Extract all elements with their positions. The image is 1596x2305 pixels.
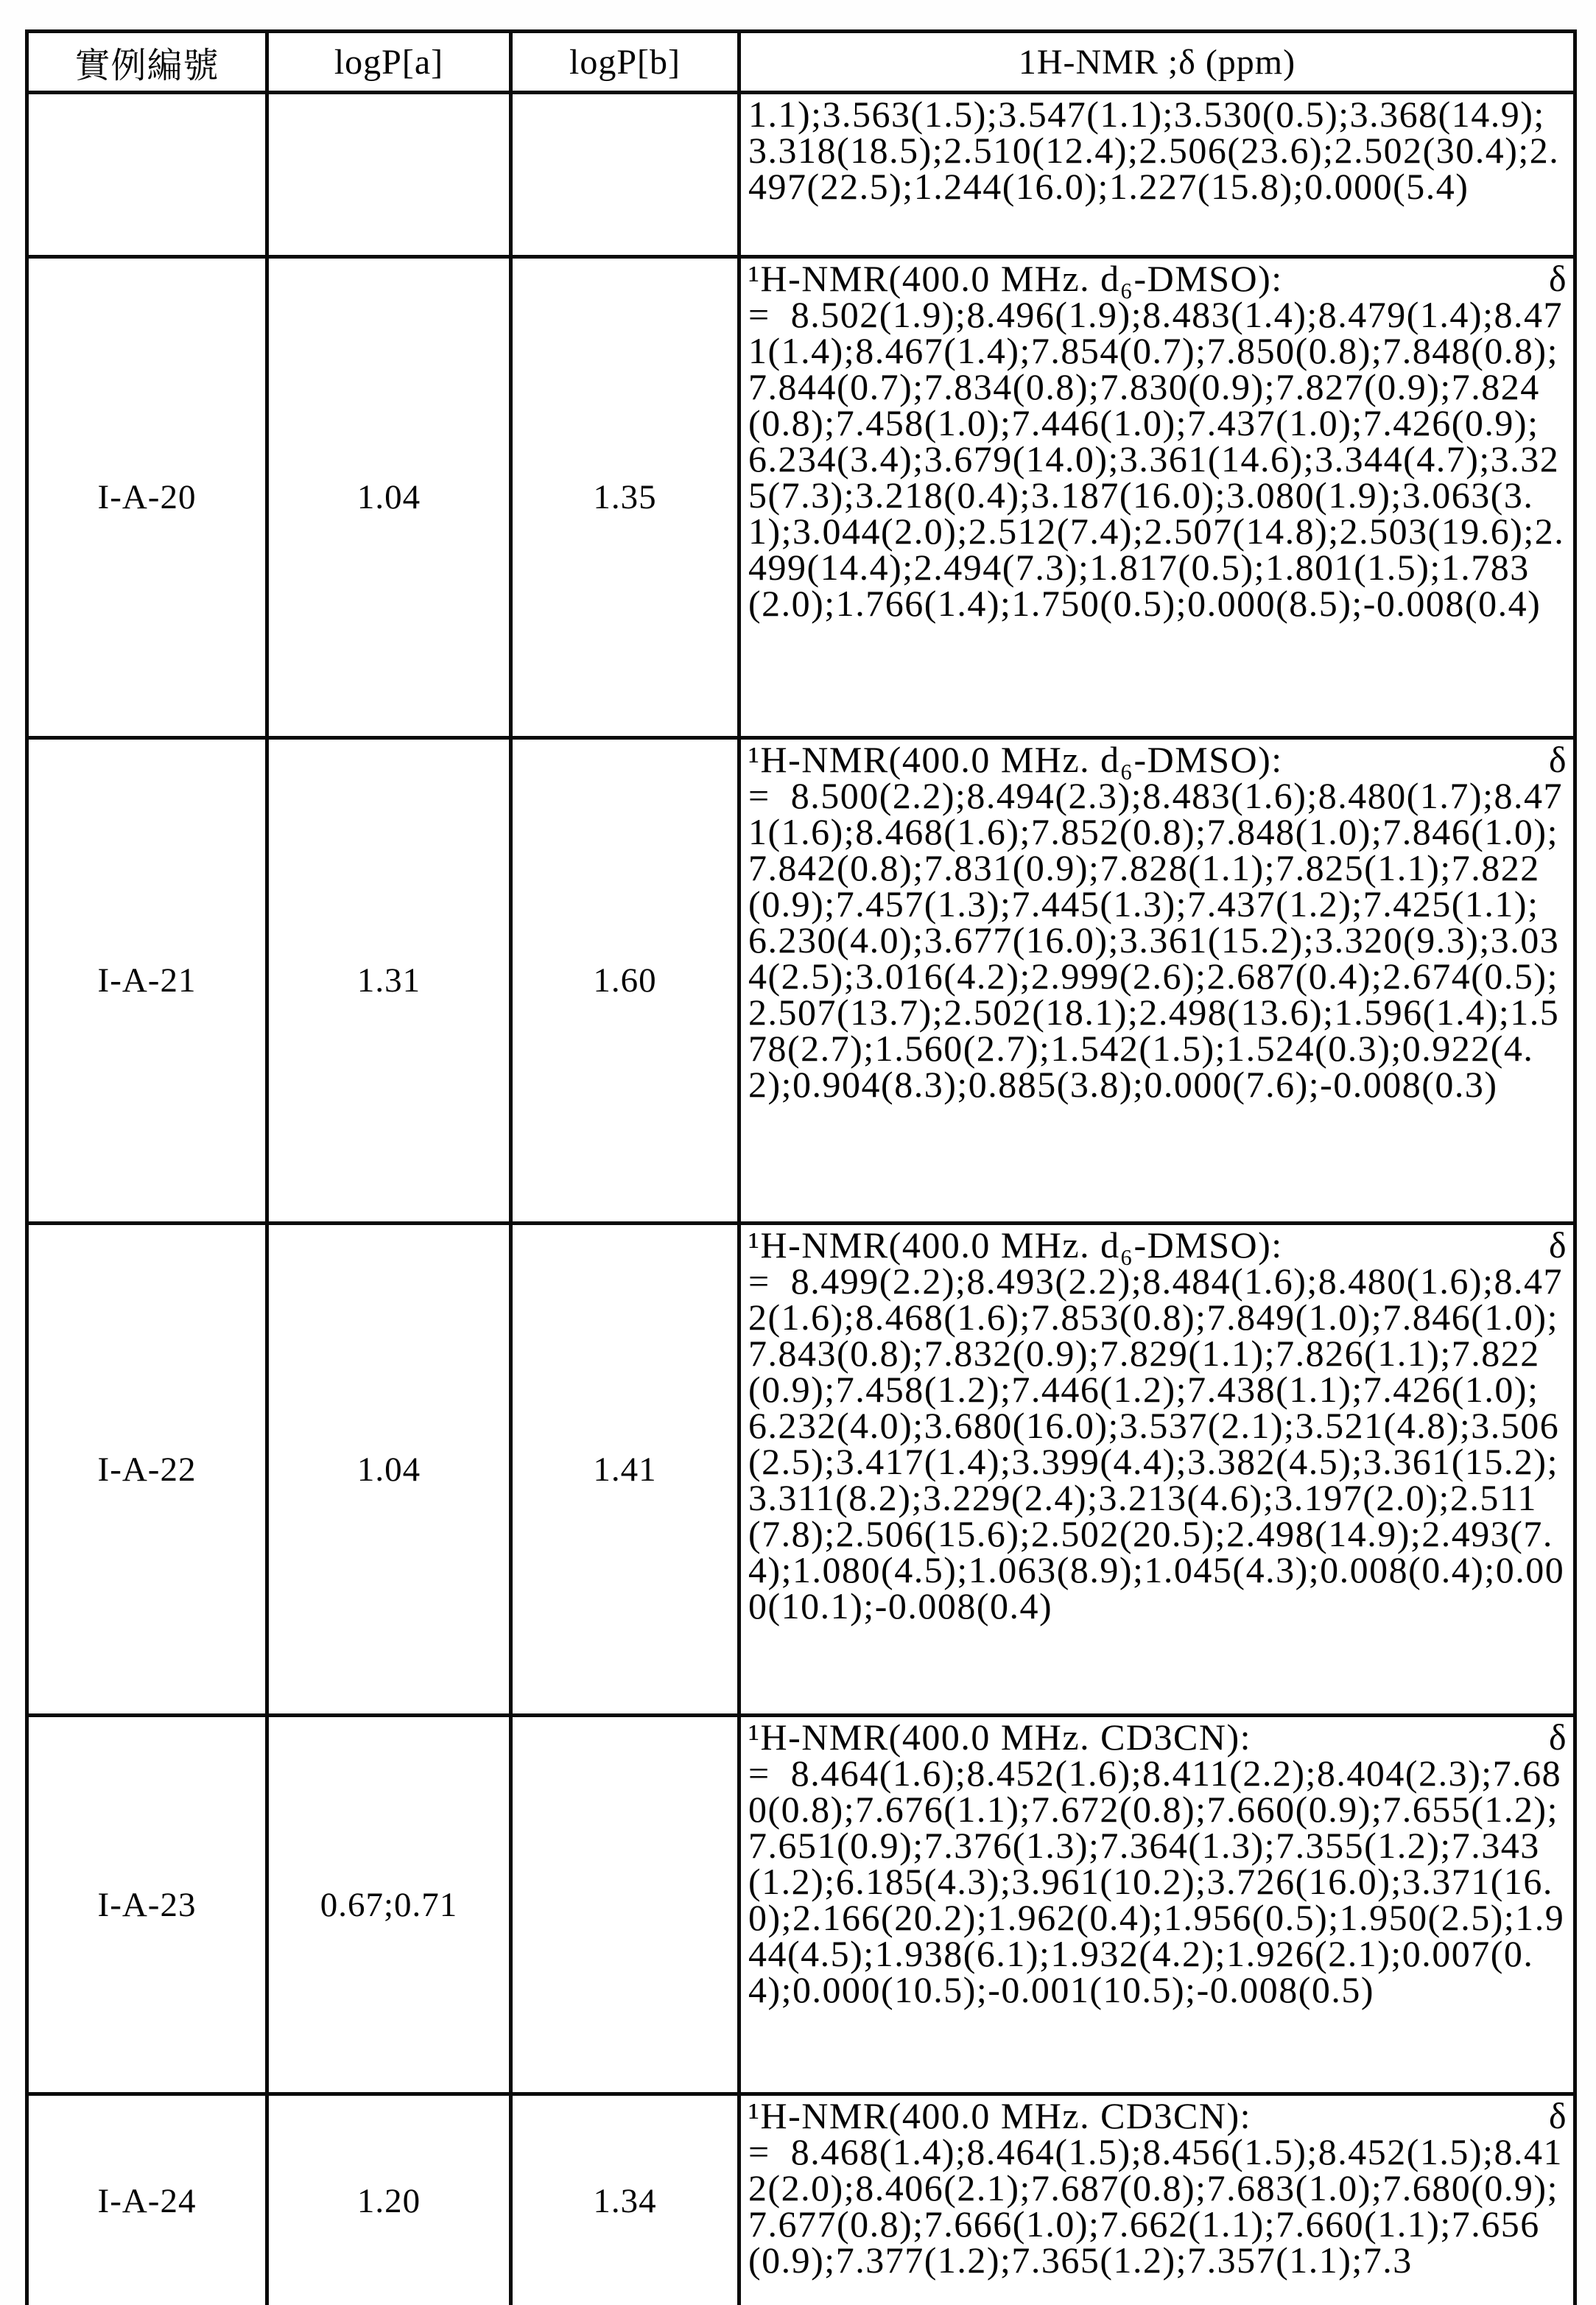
logp-b-cell: 1.35 [511, 257, 739, 738]
delta-symbol: δ [1548, 739, 1567, 780]
header-logp-b: logP[b] [511, 32, 739, 93]
table-row [27, 93, 1575, 257]
delta-symbol: δ [1548, 1224, 1567, 1266]
table-header-row [27, 32, 1575, 93]
logp-b-cell: 1.34 [511, 2094, 739, 2305]
example-id-cell [27, 93, 267, 257]
logp-b-cell: 1.41 [511, 1224, 739, 1716]
logp-a-cell [267, 93, 511, 257]
nmr-cell [739, 738, 1575, 1224]
nmr-peaks: = 8.464(1.6);8.452(1.6);8.411(2.2);8.404(2.3);7.680(0.8);7.676(1.1);7.672(0.8);7.660(0.9);7.655(1.2);7.651(0.9);7.376(1.3);7.364(1.3);7.355(1.2);7.343(1.2);6.185(4.3);3.961(10.2);3.726(16.0);3.371(16.0);2.166(20.2);1.962(0.4);1.956(0.5);1.950(2.5);1.944(4.5);1.938(6.1);1.932(4.2);1.926(2.1);0.007(0.4);0.000(10.5);-0.001(10.5);-0.008(0.5) [748, 1753, 1565, 2010]
nmr-cell [739, 93, 1575, 257]
example-id-cell: I-A-24 [27, 2094, 267, 2305]
header-example-number: 實例編號 [27, 32, 267, 93]
nmr-heading-line [748, 1224, 1567, 1266]
nmr-peaks: = 8.468(1.4);8.464(1.5);8.456(1.5);8.452(1.5);8.412(2.0);8.406(2.1);7.687(0.8);7.683(1.0);7.680(0.9);7.677(0.8);7.666(1.0);7.662(1.1);7.660(1.1);7.656(0.9);7.377(1.2);7.365(1.2);7.357(1.1);7.3 [748, 2131, 1563, 2281]
nmr-heading: ¹H-NMR(400.0 MHz. CD3CN): [748, 1716, 1252, 1758]
nmr-peaks: 1.1);3.563(1.5);3.547(1.1);3.530(0.5);3.368(14.9);3.318(18.5);2.510(12.4);2.506(23.6);2.502(30.4);2.497(22.5);1.244(16.0);1.227(15.8);0.000(5.4) [748, 94, 1560, 207]
example-id-cell: I-A-22 [27, 1224, 267, 1716]
example-id-cell: I-A-21 [27, 738, 267, 1224]
nmr-cell [739, 1716, 1575, 2094]
nmr-cell [739, 257, 1575, 738]
header-nmr: 1H-NMR ;δ (ppm) [739, 32, 1575, 93]
logp-a-cell: 0.67;0.71 [267, 1716, 511, 2094]
delta-symbol: δ [1548, 1716, 1567, 1758]
nmr-peaks: = 8.499(2.2);8.493(2.2);8.484(1.6);8.480(1.6);8.472(1.6);8.468(1.6);7.853(0.8);7.849(1.0);7.846(1.0);7.843(0.8);7.832(0.9);7.829(1.1);7.826(1.1);7.822(0.9);7.458(1.2);7.446(1.2);7.438(1.1);7.426(1.0);6.232(4.0);3.680(16.0);3.537(2.1);3.521(4.8);3.506(2.5);3.417(1.4);3.399(4.4);3.382(4.5);3.361(15.2);3.311(8.2);3.229(2.4);3.213(4.6);3.197(2.0);2.511(7.8);2.506(15.6);2.502(20.5);2.498(14.9);2.493(7.4);1.080(4.5);1.063(8.9);1.045(4.3);0.008(0.4);0.000(10.1);-0.008(0.4) [748, 1260, 1565, 1627]
nmr-cell [739, 2094, 1575, 2305]
nmr-peaks: = 8.502(1.9);8.496(1.9);8.483(1.4);8.479(1.4);8.471(1.4);8.467(1.4);7.854(0.7);7.850(0.8);7.848(0.8);7.844(0.7);7.834(0.8);7.830(0.9);7.827(0.9);7.824(0.8);7.458(1.0);7.446(1.0);7.437(1.0);7.426(0.9);6.234(3.4);3.679(14.0);3.361(14.6);3.344(4.7);3.325(7.3);3.218(0.4);3.187(16.0);3.080(1.9);3.063(3.1);3.044(2.0);2.512(7.4);2.507(14.8);2.503(19.6);2.499(14.4);2.494(7.3);1.817(0.5);1.801(1.5);1.783(2.0);1.766(1.4);1.750(0.5);0.000(8.5);-0.008(0.4) [748, 294, 1565, 624]
logp-b-cell: 1.60 [511, 738, 739, 1224]
table-row [27, 738, 1575, 1224]
logp-a-cell: 1.04 [267, 257, 511, 738]
nmr-cell [739, 1224, 1575, 1716]
table-row [27, 1224, 1575, 1716]
nmr-heading-line [748, 258, 1567, 299]
nmr-heading-line [748, 739, 1567, 780]
logp-a-cell: 1.04 [267, 1224, 511, 1716]
logp-a-cell: 1.31 [267, 738, 511, 1224]
nmr-data-table [25, 29, 1577, 2305]
example-id-cell: I-A-20 [27, 257, 267, 738]
table-row [27, 1716, 1575, 2094]
logp-b-cell [511, 1716, 739, 2094]
nmr-heading: ¹H-NMR(400.0 MHz. d₆-DMSO): [748, 258, 1283, 299]
header-logp-a: logP[a] [267, 32, 511, 93]
nmr-heading: ¹H-NMR(400.0 MHz. CD3CN): [748, 2095, 1252, 2136]
nmr-heading: ¹H-NMR(400.0 MHz. d₆-DMSO): [748, 739, 1283, 780]
logp-b-cell [511, 93, 739, 257]
table-row [27, 2094, 1575, 2305]
nmr-heading: ¹H-NMR(400.0 MHz. d₆-DMSO): [748, 1224, 1283, 1266]
nmr-heading-line [748, 1716, 1567, 1758]
delta-symbol: δ [1548, 258, 1567, 299]
logp-a-cell: 1.20 [267, 2094, 511, 2305]
delta-symbol: δ [1548, 2095, 1567, 2136]
example-id-cell: I-A-23 [27, 1716, 267, 2094]
table-row [27, 257, 1575, 738]
nmr-heading-line [748, 2095, 1567, 2136]
nmr-peaks: = 8.500(2.2);8.494(2.3);8.483(1.6);8.480(1.7);8.471(1.6);8.468(1.6);7.852(0.8);7.848(1.0);7.846(1.0);7.842(0.8);7.831(0.9);7.828(1.1);7.825(1.1);7.822(0.9);7.457(1.3);7.445(1.3);7.437(1.2);7.425(1.1);6.230(4.0);3.677(16.0);3.361(15.2);3.320(9.3);3.034(2.5);3.016(4.2);2.999(2.6);2.687(0.4);2.674(0.5);2.507(13.7);2.502(18.1);2.498(13.6);1.596(1.4);1.578(2.7);1.560(2.7);1.542(1.5);1.524(0.3);0.922(4.2);0.904(8.3);0.885(3.8);0.000(7.6);-0.008(0.3) [748, 775, 1563, 1105]
